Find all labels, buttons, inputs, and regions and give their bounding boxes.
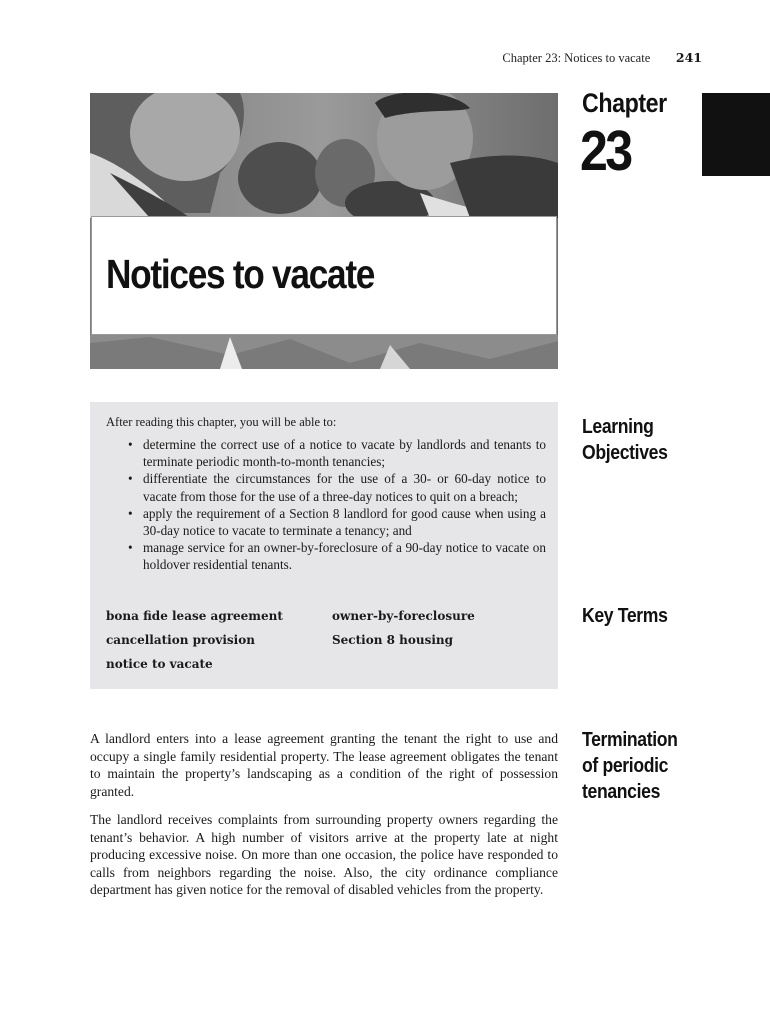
chapter-number: 23 (580, 119, 631, 183)
objective-text: manage service for an owner-by-foreclosure of a 90-day notice to vacate on holdover residential tenants. (143, 540, 546, 573)
chapter-title: Notices to vacate (106, 251, 375, 297)
objective-text: apply the requirement of a Section 8 landlord for good cause when using a 30-day notice to vacate to terminate a tenancy; and (143, 505, 546, 539)
objectives-intro: After reading this chapter, you will be able to: (106, 415, 337, 429)
objective-item (106, 470, 546, 504)
key-term: cancellation provision (106, 633, 255, 647)
objective-item (106, 539, 546, 573)
objectives-list (106, 436, 546, 574)
key-term: notice to vacate (106, 657, 213, 671)
objective-item (106, 436, 546, 470)
bullet-icon: • (128, 505, 133, 521)
objective-text: determine the correct use of a notice to vacate by landlords and tenants to terminate periodic month-to-month tenancies; (143, 437, 546, 470)
running-header (380, 50, 702, 68)
page-number: 241 (675, 50, 702, 65)
objectives-panel (90, 402, 558, 689)
chapter-thumb-tab (702, 93, 770, 176)
key-term: owner-by-foreclosure (332, 609, 475, 623)
objective-text: differentiate the circumstances for the use of a 30- or 60-day notice to vacate from those for the use of a three-day notices to quit on a breach; (143, 471, 546, 504)
key-terms-heading: Key Terms (582, 605, 668, 627)
running-title: Chapter 23: Notices to vacate (502, 51, 651, 65)
learning-objectives-heading: Learning Objectives (582, 416, 668, 464)
chapter-hero-photo (90, 93, 558, 369)
objective-item (106, 505, 546, 539)
bullet-icon: • (128, 540, 133, 556)
key-term: Section 8 housing (332, 633, 454, 647)
section-heading: Termination of periodic tenancies (582, 729, 678, 803)
bullet-icon: • (128, 471, 133, 487)
chapter-title-box (91, 216, 557, 335)
chapter-label: Chapter (582, 88, 667, 118)
body-paragraph: A landlord enters into a lease agreement granting the tenant the right to use and occupy a single family residential property. The lease agreement obligates the tenant to maintain the property’s landscaping as a condition of the right of possession granted. (90, 731, 558, 799)
body-paragraph: The landlord receives complaints from surrounding property owners regarding the tenant’s behavior. A high number of visitors arrive at the property late at night producing excessive noise. On more than one occasion, the police have responded to calls from neighbors regarding the noise. Also, the city ordinance compliance department has given notice for the removal of disabled vehicles from the property. (90, 812, 558, 898)
key-term: bona fide lease agreement (106, 609, 283, 623)
bullet-icon: • (128, 437, 133, 452)
